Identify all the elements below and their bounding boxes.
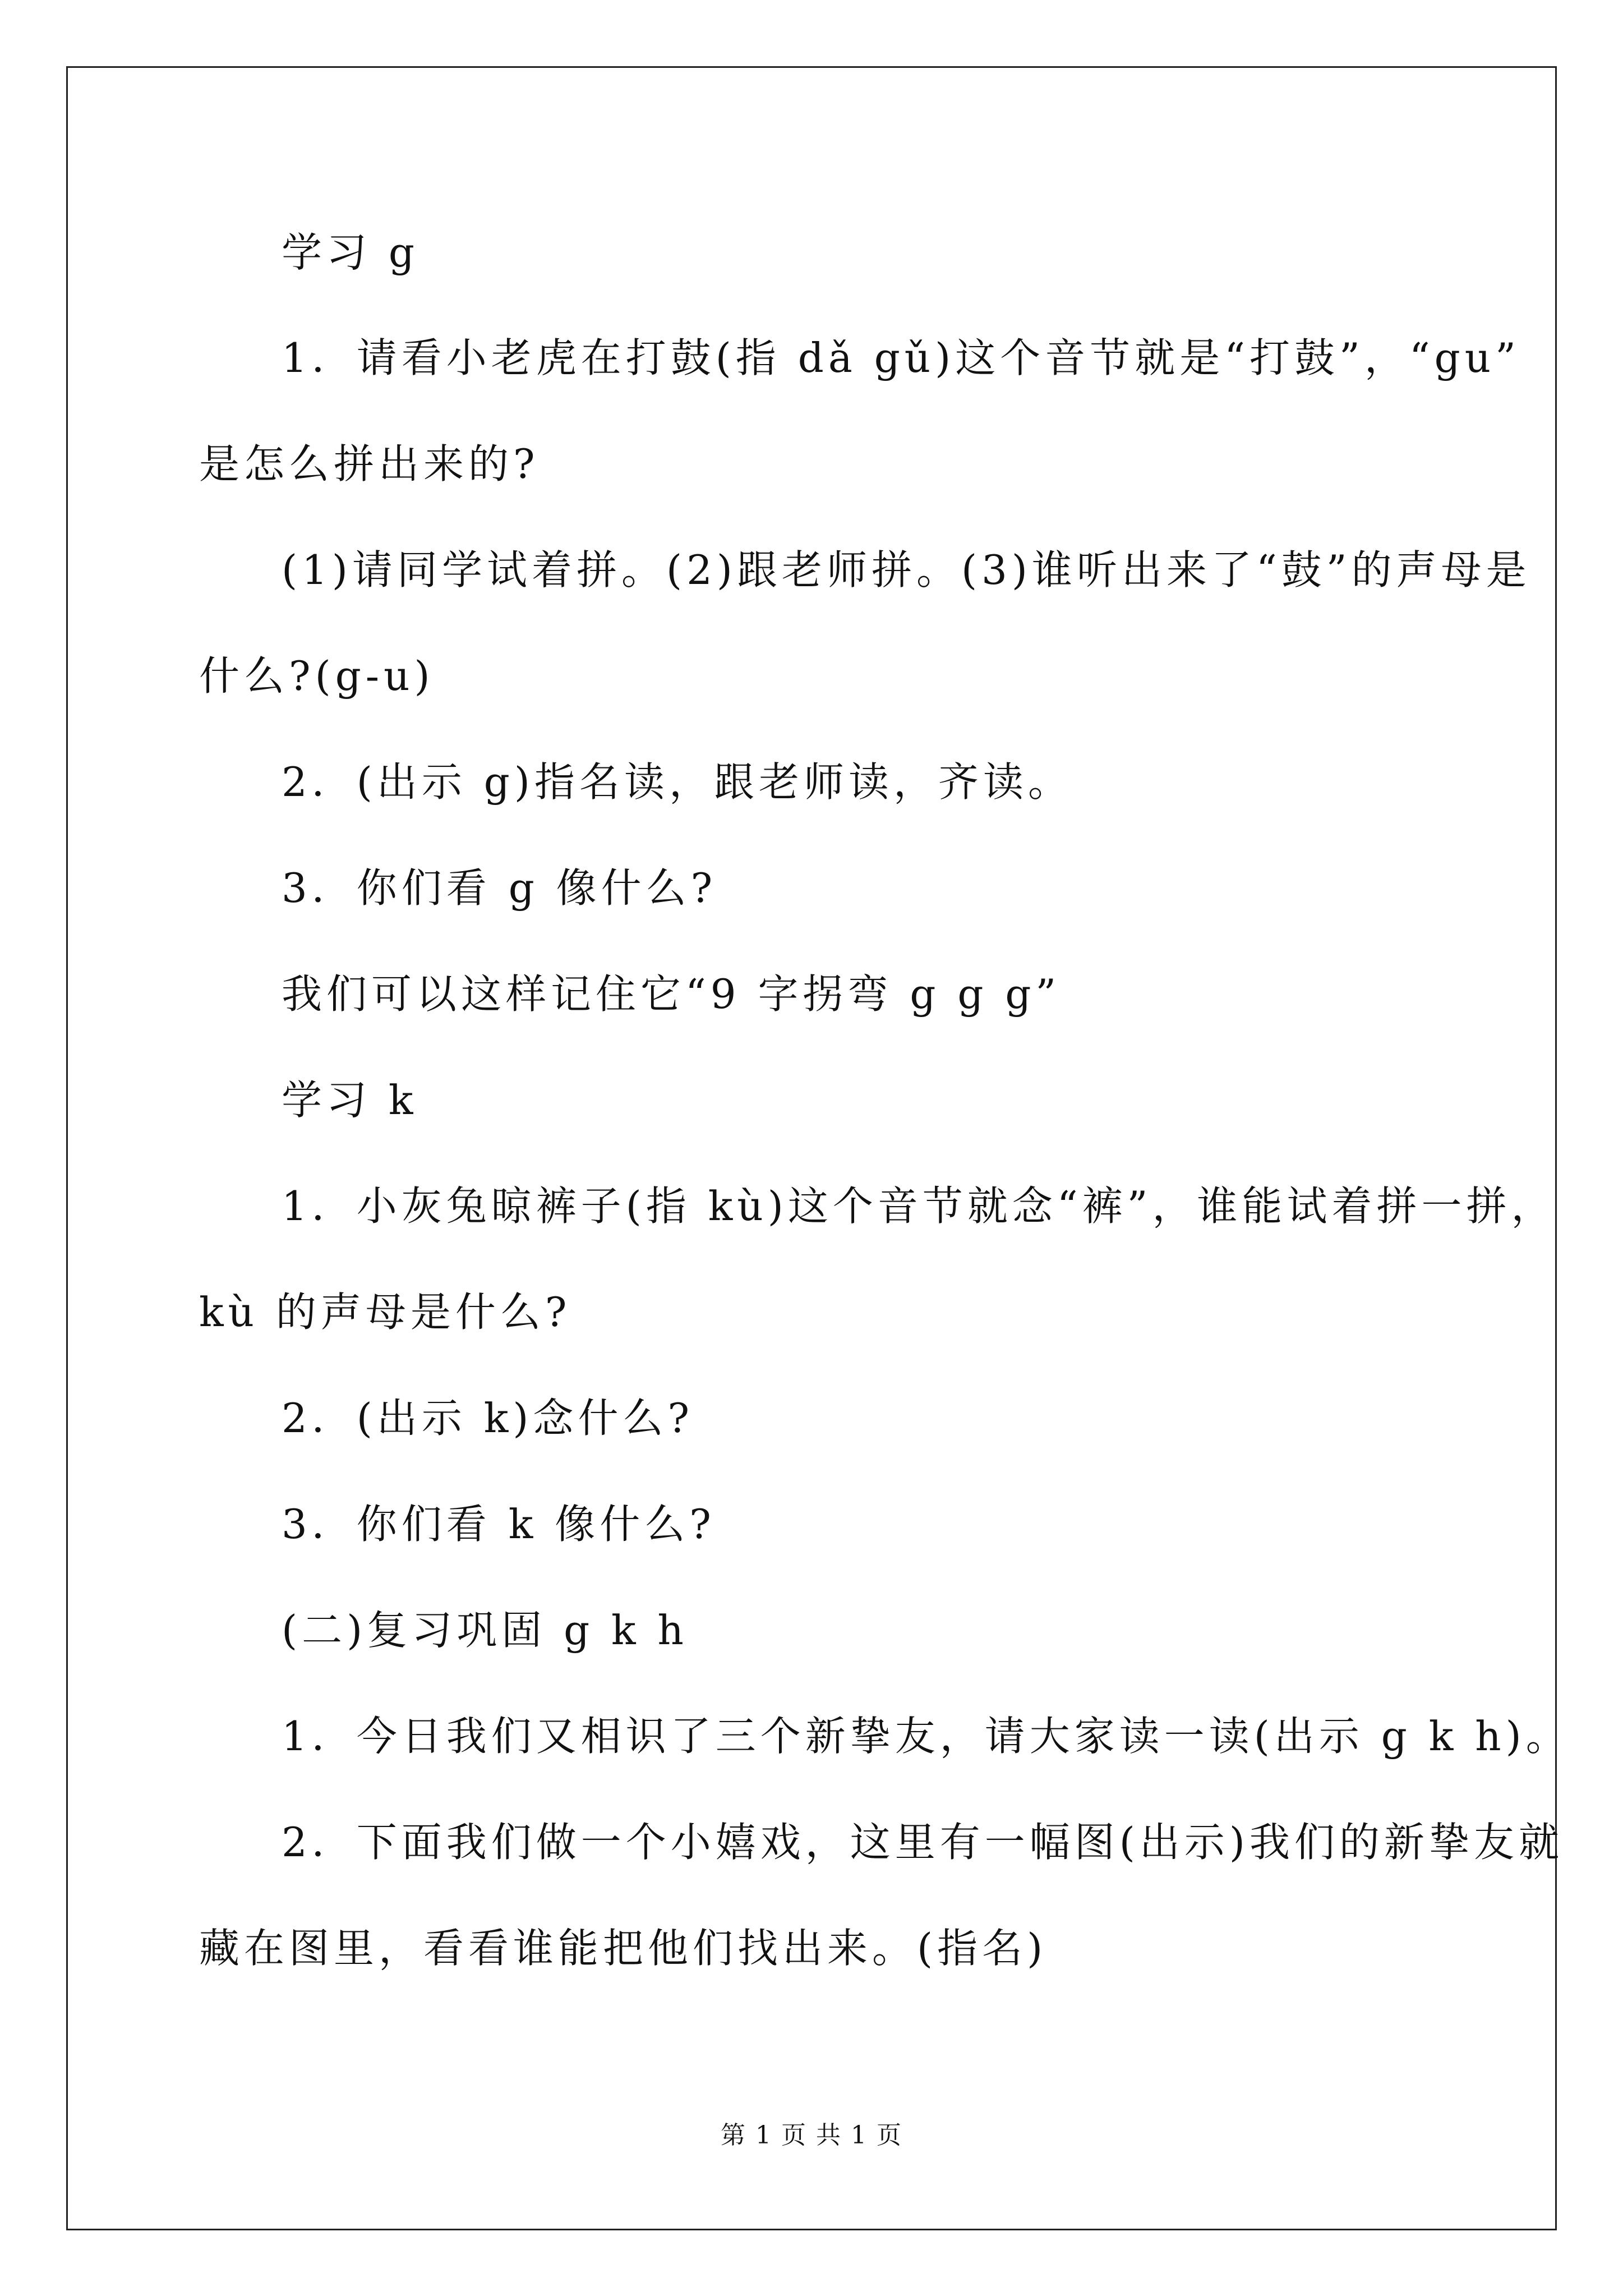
paragraph-line: 2．下面我们做一个小嬉戏，这里有一幅图(出示)我们的新挚友就 (282, 1819, 1564, 1866)
paragraph-line: 是怎么拼出来的? (199, 440, 540, 487)
page-border (66, 66, 1557, 2230)
paragraph-line: 1．今日我们又相识了三个新挚友，请大家读一读(出示 g k h)。 (282, 1713, 1571, 1760)
paragraph-line: 我们可以这样记住它“9 字拐弯 g g g” (282, 970, 1061, 1018)
paragraph-line: 1．请看小老虎在打鼓(指 dǎ gǔ)这个音节就是“打鼓”，“gu” (282, 334, 1520, 381)
paragraph-line: 2．(出示 k)念什么? (282, 1395, 694, 1442)
heading-study-g: 学习 g (282, 229, 419, 276)
page-footer: 第 1 页 共 1 页 (721, 2121, 902, 2150)
paragraph-line: 藏在图里，看看谁能把他们找出来。(指名) (199, 1925, 1048, 1972)
paragraph-line: 3．你们看 g 像什么? (282, 864, 717, 912)
paragraph-line: (1)请同学试着拼。(2)跟老师拼。(3)谁听出来了“鼓”的声母是 (282, 546, 1531, 593)
paragraph-line: 什么?(g-u) (199, 652, 435, 700)
paragraph-line: kù 的声母是什么? (199, 1289, 571, 1336)
paragraph-line: 3．你们看 k 像什么? (282, 1501, 716, 1548)
heading-study-k: 学习 k (282, 1076, 418, 1124)
section-heading-review: (二)复习巩固 g k h (282, 1607, 688, 1654)
paragraph-line: 2．(出示 g)指名读，跟老师读，齐读。 (282, 758, 1073, 806)
paragraph-line: 1．小灰兔晾裤子(指 kù)这个音节就念“裤”，谁能试着拼一拼， (282, 1182, 1556, 1230)
